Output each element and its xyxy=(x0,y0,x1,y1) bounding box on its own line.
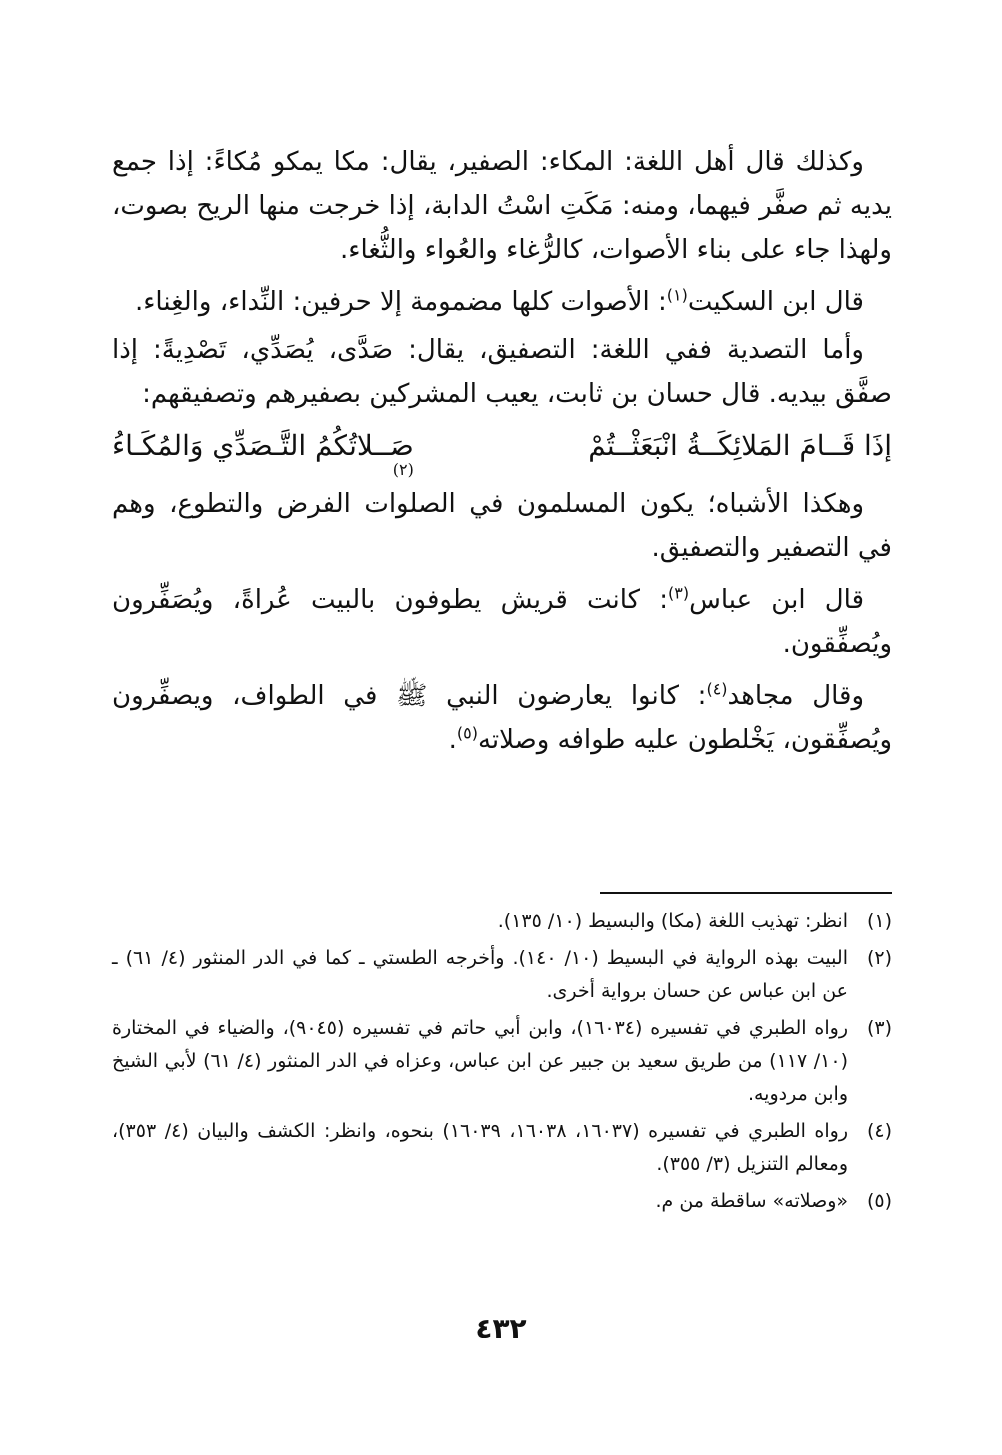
verse-first-hemistich: إذَا قَــامَ المَلائِكَــةُ انْبَعَثْــتُمْ xyxy=(588,429,892,462)
paragraph-text: قال ابن السكيت xyxy=(687,287,864,317)
footnote-text: انظر: تهذيب اللغة (مكا) والبسيط (١٠/ ١٣٥). xyxy=(497,910,848,932)
footnote-number: (٢) xyxy=(866,947,892,969)
footnote-divider xyxy=(600,892,892,894)
verse-second-text: صَــلاتُكُمُ التَّـصَدِّي وَالمُكَـاءُ xyxy=(112,429,414,462)
footnote-number: (١) xyxy=(866,910,892,932)
poetry-verse xyxy=(112,422,892,479)
paragraph-mujahid xyxy=(112,674,892,762)
footnote-text: رواه الطبري في تفسيره (١٦٠٣٧، ١٦٠٣٨، ١٦٠٣٩) بنحوه، وانظر: الكشف والبيان (٤/ ٣٥٣)، ومعالم التنزيل (٣/ ٣٥٥). xyxy=(112,1120,848,1175)
footnote-ref[interactable]: (٤) xyxy=(706,679,728,699)
footnote-item xyxy=(112,1185,892,1218)
page-number: ٤٣٢ xyxy=(475,1312,527,1345)
paragraph-makaa-definition: وكذلك قال أهل اللغة: المكاء: الصفير، يقال: مكا يمكو مُكاءً: إذا جمع يديه ثم صفَّر فيهما، ومنه: مَكَتِ اسْتُ الدابة، إذا خرجت منها الريح بصوت، ولهذا جاء على بناء الأصوات، كالرُّغاء والعُواء والثُّغاء. xyxy=(112,147,892,265)
footnote-text: «وصلاته» ساقطة من م. xyxy=(655,1190,848,1212)
footnote-item xyxy=(112,1115,892,1181)
footnote-ref[interactable]: (١) xyxy=(666,285,688,305)
footnote-ref[interactable]: (٥) xyxy=(456,723,478,743)
footnote-text: رواه الطبري في تفسيره (١٦٠٣٤)، وابن أبي حاتم في تفسيره (٩٠٤٥)، والضياء في المختارة (١٠/ ١١٧) من طريق سعيد بن جبير عن ابن عباس، وعزاه في الدر المنثور (٤/ ٦١) لأبي الشيخ وابن مردويه. xyxy=(112,1017,849,1105)
footnote-ref[interactable]: (٣) xyxy=(668,583,690,603)
paragraph-text: : الأصوات كلها مضمومة إلا حرفين: النِّداء، والغِناء. xyxy=(134,287,667,317)
paragraph-text: : كانت قريش يطوفون بالبيت عُراةً، ويُصَفِّرون ويُصفِّقون. xyxy=(112,585,892,659)
paragraph-text: قال ابن عباس xyxy=(689,585,864,615)
paragraph-ashbah: وهكذا الأشباه؛ يكون المسلمون في الصلوات الفرض والتطوع، وهم في التصفير والتصفيق. xyxy=(112,489,892,563)
paragraph-text: وقال مجاهد xyxy=(727,681,864,711)
paragraph-tasdiya-definition: وأما التصدية ففي اللغة: التصفيق، يقال: صَدَّى، يُصَدِّي، تَصْدِيةً: إذا صفَّق بيديه. قال حسان بن ثابت، يعيب المشركين بصفيرهم وتصفيقهم: xyxy=(112,335,892,409)
footnote-number: (٣) xyxy=(866,1017,892,1039)
footnote-number: (٤) xyxy=(866,1120,892,1142)
main-text xyxy=(112,140,892,770)
paragraph-end: . xyxy=(448,725,457,755)
verse-second-hemistich: صَــلاتُكُمُ التَّـصَدِّي وَالمُكَـاءُ (٢) xyxy=(112,422,414,470)
footnote-item xyxy=(112,942,892,1008)
footnote-item xyxy=(112,905,892,938)
footnote-text: البيت بهذه الرواية في البسيط (١٠/ ١٤٠). وأخرجه الطستي ـ كما في الدر المنثور (٤/ ٦١) ـ عن ابن عباس عن حسان برواية أخرى. xyxy=(112,947,848,1002)
paragraph-text: : كانوا يعارضون النبي ﷺ في الطواف، ويصفِّرون ويُصفِّقون، يَخْلطون عليه طوافه وصلاته xyxy=(112,681,892,755)
footnote-item xyxy=(112,1012,892,1111)
paragraph-ibn-sikkit xyxy=(112,280,892,324)
footnotes xyxy=(112,905,892,1222)
footnote-number: (٥) xyxy=(866,1190,892,1212)
paragraph-ibn-abbas xyxy=(112,578,892,666)
